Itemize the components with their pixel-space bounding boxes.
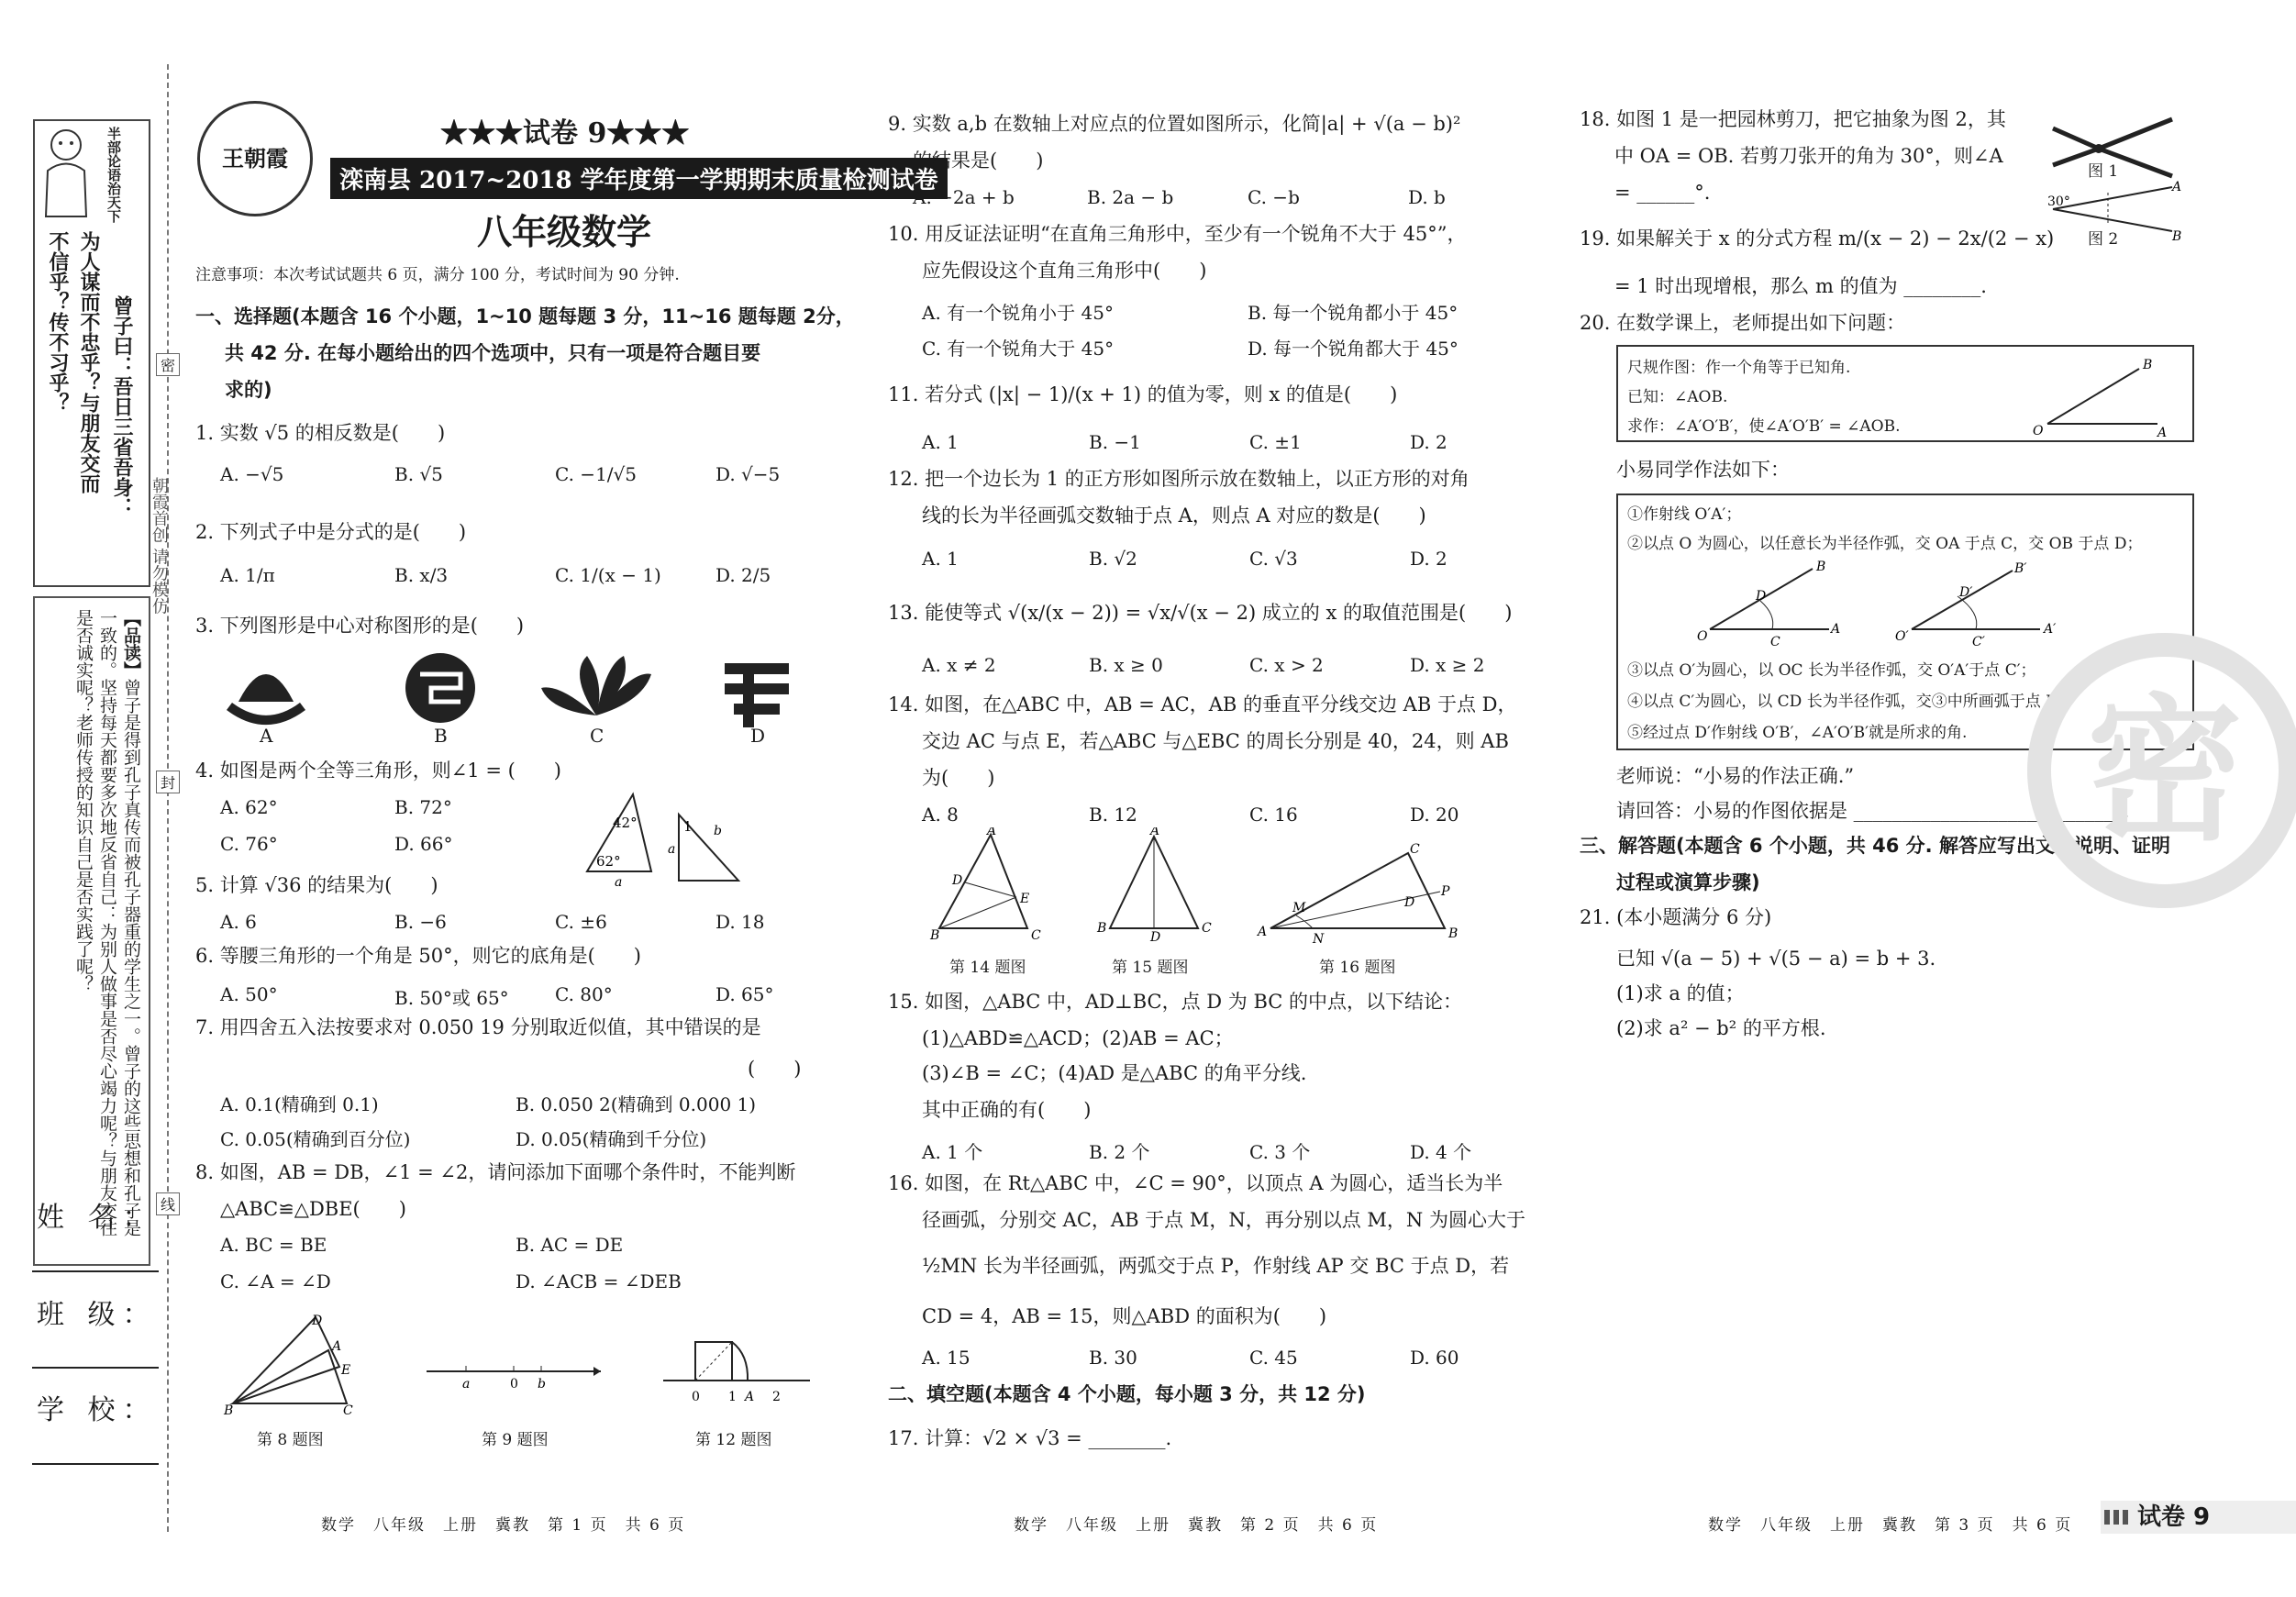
solution-line-1: ①作射线 O′A′； bbox=[1627, 505, 1742, 524]
q3-label-c: C bbox=[590, 725, 605, 747]
q9-option-b: B. 2a − b bbox=[1087, 186, 1174, 208]
q9-figure bbox=[422, 1353, 605, 1390]
svg-text:D: D bbox=[312, 1314, 323, 1328]
seal-char-1: 密 bbox=[156, 353, 180, 376]
caption-fig14: 第 14 题图 bbox=[949, 959, 1026, 977]
svg-text:M: M bbox=[1292, 901, 1306, 915]
question-10-b: 应先假设这个直角三角形中( ) bbox=[922, 260, 1207, 282]
logo-b-icon bbox=[405, 653, 475, 723]
svg-text:N: N bbox=[1313, 932, 1325, 947]
cut-line bbox=[167, 64, 169, 1532]
proverb-col-3: 不信乎？传不习乎？ bbox=[46, 231, 70, 413]
question-18-b: 中 OA = OB. 若剪刀张开的角为 30°，则∠A bbox=[1614, 145, 2003, 167]
question-15: 15. 如图，△ABC 中，AD⊥BC，点 D 为 BC 的中点，以下结论： bbox=[888, 991, 1463, 1013]
q11-option-b: B. −1 bbox=[1089, 431, 1141, 453]
question-20-c: 老师说：“小易的作法正确.” bbox=[1616, 765, 1855, 787]
svg-text:B′: B′ bbox=[2014, 561, 2027, 576]
q2-option-b: B. x/3 bbox=[394, 564, 449, 586]
q12-options bbox=[922, 548, 1509, 575]
svg-text:E: E bbox=[1020, 892, 1030, 906]
svg-text:D: D bbox=[1150, 930, 1161, 942]
q14-option-a: A. 8 bbox=[922, 804, 959, 826]
q13-option-a: A. x ≠ 2 bbox=[922, 654, 996, 676]
angle-aob-figure bbox=[2020, 356, 2185, 438]
q14-option-b: B. 12 bbox=[1089, 804, 1137, 826]
section-1-heading-c: 求的) bbox=[225, 379, 272, 401]
seal-char-2: 封 bbox=[156, 771, 180, 793]
question-12-b: 线的长为半径画弧交数轴于点 A，则点 A 对应的数是( ) bbox=[922, 505, 1426, 527]
question-19: 19. 如果解关于 x 的分式方程 m/(x − 2) − 2x/(2 − x) bbox=[1580, 227, 2055, 250]
section-3-heading: 三、解答题(本题含 6 个小题，共 46 分. 解答应写出文字说明、证明 bbox=[1580, 835, 2170, 857]
question-21-part2: (2)求 a² − b² 的平方根. bbox=[1616, 1017, 1826, 1039]
svg-text:A: A bbox=[1831, 622, 1841, 637]
q11-option-d: D. 2 bbox=[1410, 431, 1447, 453]
class-line bbox=[32, 1367, 159, 1369]
proverb-col-1: 曾子曰：吾日三省吾身： bbox=[110, 295, 134, 517]
question-16-b: 径画弧，分别交 AC，AB 于点 M，N，再分别以点 M，N 为圆心大于 bbox=[922, 1209, 1525, 1231]
section-1-heading-b: 共 42 分. 在每小题给出的四个选项中，只有一项是符合题目要 bbox=[225, 342, 761, 364]
q16-options bbox=[922, 1347, 1509, 1374]
svg-text:D′: D′ bbox=[1959, 585, 1973, 600]
svg-text:b: b bbox=[714, 824, 722, 838]
q12-option-d: D. 2 bbox=[1410, 548, 1447, 570]
q7-option-b: B. 0.050 2(精确到 0.000 1) bbox=[516, 1093, 757, 1115]
construction-figure bbox=[1691, 560, 2086, 651]
q3-label-a: A bbox=[260, 725, 273, 747]
q7-options bbox=[220, 1090, 816, 1163]
q11-options bbox=[922, 431, 1509, 459]
q8-option-c: C. ∠A = ∠D bbox=[220, 1270, 331, 1292]
caption-fig15: 第 15 题图 bbox=[1112, 959, 1189, 977]
svg-text:a: a bbox=[668, 842, 676, 857]
svg-text:b: b bbox=[538, 1377, 546, 1390]
svg-text:a: a bbox=[615, 875, 623, 890]
footer-page-2: 数学 八年级 上册 冀教 第 2 页 共 6 页 bbox=[1014, 1516, 1379, 1535]
svg-text:B: B bbox=[1816, 560, 1826, 574]
svg-text:C: C bbox=[1410, 842, 1420, 857]
q3-label-b: B bbox=[434, 725, 448, 747]
q14-option-c: C. 16 bbox=[1249, 804, 1298, 826]
footer-tag-dots bbox=[2104, 1510, 2132, 1525]
q7-option-d: D. 0.05(精确到千分位) bbox=[516, 1128, 707, 1150]
svg-text:C: C bbox=[1202, 921, 1212, 936]
question-3: 3. 下列图形是中心对称图形的是( ) bbox=[195, 615, 525, 637]
q6-option-a: A. 50° bbox=[220, 983, 278, 1005]
question-14: 14. 如图，在△ABC 中，AB = AC，AB 的垂直平分线交边 AB 于点 D， bbox=[888, 693, 1517, 715]
q15-option-c: C. 3 个 bbox=[1249, 1141, 1311, 1163]
svg-text:A: A bbox=[332, 1339, 342, 1354]
svg-text:B: B bbox=[1448, 926, 1459, 941]
question-15-b: (1)△ABD≌△ACD；(2)AB = AC； bbox=[922, 1027, 1234, 1049]
section-1-heading: 一、选择题(本题含 16 个小题，1~10 题每题 3 分，11~16 题每题 2分， bbox=[195, 305, 855, 327]
q4-option-a: A. 62° bbox=[220, 796, 278, 818]
proverb-tag: 半部论语治天下 bbox=[105, 127, 122, 223]
q4-option-b: B. 72° bbox=[394, 796, 452, 818]
question-9: 9. 实数 a,b 在数轴上对应点的位置如图所示，化简|a| + √(a − b)² bbox=[888, 113, 1461, 135]
q3-labels bbox=[220, 725, 816, 752]
svg-text:A: A bbox=[2157, 426, 2168, 438]
q4-option-d: D. 66° bbox=[394, 833, 453, 855]
school-line bbox=[32, 1463, 159, 1465]
q5-option-c: C. ±6 bbox=[555, 911, 607, 933]
svg-text:B: B bbox=[2172, 229, 2181, 244]
q9-option-d: D. b bbox=[1408, 186, 1446, 208]
question-7: 7. 用四舍五入法按要求对 0.050 19 分别取近似值，其中错误的是 bbox=[195, 1016, 761, 1038]
question-20: 20. 在数学课上，老师提出如下问题： bbox=[1580, 312, 1906, 334]
q6-options bbox=[220, 983, 816, 1011]
watermark-seal bbox=[2027, 633, 2296, 908]
svg-text:30°: 30° bbox=[2047, 194, 2070, 209]
q6-option-c: C. 80° bbox=[555, 983, 613, 1005]
q2-option-d: D. 2/5 bbox=[715, 564, 771, 586]
q4-figure bbox=[578, 789, 761, 890]
logo-a-icon bbox=[229, 674, 303, 720]
q16-option-b: B. 30 bbox=[1089, 1347, 1137, 1369]
svg-text:A: A bbox=[1150, 827, 1160, 838]
svg-text:0: 0 bbox=[692, 1390, 700, 1403]
q16-option-a: A. 15 bbox=[922, 1347, 971, 1369]
svg-text:1: 1 bbox=[683, 818, 693, 835]
svg-text:A: A bbox=[745, 1390, 755, 1403]
question-2: 2. 下列式子中是分式的是( ) bbox=[195, 521, 467, 543]
q12-option-c: C. √3 bbox=[1249, 548, 1298, 570]
question-10: 10. 用反证法证明“在直角三角形中，至少有一个锐角不大于 45°”， bbox=[888, 223, 1467, 245]
section-3-heading-b: 过程或演算步骤) bbox=[1616, 871, 1760, 893]
pindu-text bbox=[37, 609, 143, 1251]
question-7-bracket: ( ) bbox=[748, 1058, 802, 1080]
q12-figure bbox=[659, 1335, 815, 1403]
school-label: 学 校： bbox=[37, 1394, 158, 1426]
svg-text:O′: O′ bbox=[1895, 629, 1909, 644]
q15-option-b: B. 2 个 bbox=[1089, 1141, 1150, 1163]
svg-text:a: a bbox=[462, 1377, 471, 1390]
notice-text: 注意事项：本次考试试题共 6 页，满分 100 分，考试时间为 90 分钟. bbox=[195, 266, 680, 284]
caption-fig12: 第 12 题图 bbox=[695, 1431, 772, 1449]
svg-text:62°: 62° bbox=[596, 853, 621, 870]
seal-char-3: 线 bbox=[156, 1192, 180, 1215]
q8-option-b: B. AC = DE bbox=[516, 1234, 624, 1256]
name-line bbox=[32, 1270, 159, 1272]
q12-option-a: A. 1 bbox=[922, 548, 959, 570]
svg-text:0: 0 bbox=[510, 1377, 518, 1390]
footer-tag-text: 试卷 9 bbox=[2137, 1503, 2211, 1531]
svg-text:B: B bbox=[2143, 358, 2153, 372]
caption-fig9: 第 9 题图 bbox=[482, 1431, 549, 1449]
problem-line-1: 尺规作图：作一个角等于已知角. bbox=[1627, 359, 1851, 377]
question-14-c: 为( ) bbox=[922, 767, 995, 789]
q5-option-d: D. 18 bbox=[715, 911, 765, 933]
q15-options bbox=[922, 1137, 1509, 1165]
q15-option-a: A. 1 个 bbox=[922, 1141, 983, 1163]
svg-text:B: B bbox=[930, 928, 940, 942]
q11-option-a: A. 1 bbox=[922, 431, 959, 453]
q6-option-d: D. 65° bbox=[715, 983, 774, 1005]
question-21-part1: (1)求 a 的值； bbox=[1616, 982, 1745, 1004]
fig1-label: 图 1 bbox=[2088, 162, 2119, 181]
watermark-text: 密 bbox=[2086, 681, 2243, 862]
caption-fig8: 第 8 题图 bbox=[257, 1431, 324, 1449]
q10-option-a: A. 有一个锐角小于 45° bbox=[922, 302, 1114, 324]
q13-option-c: C. x > 2 bbox=[1249, 654, 1324, 676]
q4-options bbox=[220, 796, 587, 870]
q9-options bbox=[913, 186, 1500, 214]
q15-option-d: D. 4 个 bbox=[1410, 1141, 1472, 1163]
question-16-d: CD = 4，AB = 15，则△ABD 的面积为( ) bbox=[922, 1305, 1327, 1327]
q11-option-c: C. ±1 bbox=[1249, 431, 1302, 453]
svg-text:B: B bbox=[1097, 921, 1107, 936]
q10-options bbox=[922, 298, 1509, 362]
q10-option-c: C. 有一个锐角大于 45° bbox=[922, 338, 1115, 360]
question-16: 16. 如图，在 Rt△ABC 中，∠C = 90°，以顶点 A 为圆心，适当长为半 bbox=[888, 1172, 1503, 1194]
svg-text:A′: A′ bbox=[2044, 622, 2057, 637]
pindu-title: 【品读】 bbox=[121, 609, 141, 679]
footer-page-1: 数学 八年级 上册 冀教 第 1 页 共 6 页 bbox=[321, 1516, 686, 1535]
q2-options bbox=[220, 564, 816, 601]
q13-option-d: D. x ≥ 2 bbox=[1410, 654, 1485, 676]
q9-option-c: C. −b bbox=[1248, 186, 1300, 208]
svg-text:C: C bbox=[1031, 928, 1041, 942]
svg-text:B: B bbox=[224, 1403, 234, 1417]
q8-figure bbox=[220, 1312, 367, 1417]
svg-text:P: P bbox=[1441, 884, 1450, 899]
q7-option-a: A. 0.1(精确到 0.1) bbox=[220, 1093, 379, 1115]
question-19-b: = 1 时出现增根，那么 m 的值为 ________. bbox=[1614, 275, 1987, 297]
question-20-d: 请回答：小易的作图依据是 ____________________________. bbox=[1616, 800, 2130, 822]
svg-text:A: A bbox=[2172, 180, 2181, 194]
question-11: 11. 若分式 (|x| − 1)/(x + 1) 的值为零，则 x 的值是( ) bbox=[888, 383, 1398, 405]
q4-option-c: C. 76° bbox=[220, 833, 278, 855]
svg-text:D: D bbox=[1756, 589, 1767, 604]
question-15-c: (3)∠B = ∠C；(4)AD 是△ABC 的角平分线. bbox=[922, 1062, 1307, 1084]
q16-figure bbox=[1252, 837, 1463, 947]
q14-option-d: D. 20 bbox=[1410, 804, 1459, 826]
solution-line-2: ②以点 O 为圆心，以任意长为半径作弧，交 OA 于点 C，交 OB 于点 D； bbox=[1627, 535, 2143, 553]
logo-d-icon bbox=[725, 663, 789, 727]
q12-option-b: B. √2 bbox=[1089, 548, 1137, 570]
q10-option-d: D. 每一个锐角都大于 45° bbox=[1248, 338, 1459, 360]
svg-text:D: D bbox=[952, 873, 963, 888]
exam-banner: 滦南县 2017~2018 学年度第一学期期末质量检测试卷 bbox=[330, 158, 948, 199]
q10-option-b: B. 每一个锐角都小于 45° bbox=[1248, 302, 1459, 324]
q8-option-a: A. BC = BE bbox=[220, 1234, 327, 1256]
logo-text: 王朝霞 bbox=[222, 145, 288, 172]
q7-option-c: C. 0.05(精确到百分位) bbox=[220, 1128, 411, 1150]
q1-option-b: B. √5 bbox=[394, 463, 443, 485]
pindu-box bbox=[33, 596, 150, 1266]
q8-options bbox=[220, 1234, 816, 1307]
question-21-given: 已知 √(a − 5) + √(5 − a) = b + 3. bbox=[1616, 948, 1936, 970]
publisher-logo bbox=[197, 101, 313, 216]
solution-line-4: ④以点 C′为圆心，以 CD 长为半径作弧，交③中所画弧于点 D′； bbox=[1627, 693, 2078, 711]
question-15-d: 其中正确的有( ) bbox=[922, 1099, 1092, 1121]
question-16-c: ½MN 长为半径画弧，两弧交于点 P，作射线 AP 交 BC 于点 D，若 bbox=[922, 1255, 1510, 1277]
q2-option-c: C. 1/(x − 1) bbox=[555, 564, 661, 586]
q1-option-a: A. −√5 bbox=[220, 463, 284, 485]
question-4: 4. 如图是两个全等三角形，则∠1 = ( ) bbox=[195, 760, 561, 782]
svg-text:O: O bbox=[1697, 629, 1708, 644]
svg-text:C: C bbox=[343, 1403, 353, 1417]
problem-line-3: 求作：∠A′O′B′，使∠A′O′B′ = ∠AOB. bbox=[1627, 417, 1901, 436]
logo-c-icon bbox=[541, 656, 651, 715]
q13-option-b: B. x ≥ 0 bbox=[1089, 654, 1163, 676]
q15-figure bbox=[1092, 827, 1215, 942]
q5-option-a: A. 6 bbox=[220, 911, 257, 933]
pindu-body: 曾子是得到孔子真传而被孔子器重的学生之一。曾子的这些思想和孔子是一致的。坚持每天都要多次地反省自己：为别人做事是否尽心竭力呢？与朋友交往是否诚实呢？老师传授的知识自己是否实践了呢？ bbox=[73, 609, 141, 1237]
solution-line-3: ③以点 O′为圆心，以 OC 长为半径作弧，交 O′A′于点 C′； bbox=[1627, 661, 2036, 680]
name-label: 姓 名： bbox=[37, 1202, 158, 1234]
q9-option-a: A. −2a + b bbox=[913, 186, 1015, 208]
question-6: 6. 等腰三角形的一个角是 50°，则它的底角是( ) bbox=[195, 945, 641, 967]
question-14-b: 交边 AC 与点 E，若△ABC 与△EBC 的周长分别是 40，24，则 AB bbox=[922, 730, 1509, 752]
q13-options bbox=[922, 654, 1509, 682]
q5-options bbox=[220, 911, 816, 938]
question-18: 18. 如图 1 是一把园林剪刀，把它抽象为图 2，其 bbox=[1580, 108, 2006, 130]
svg-text:1: 1 bbox=[728, 1390, 737, 1403]
grade-title: 八年级数学 bbox=[477, 211, 652, 252]
question-8: 8. 如图，AB = DB，∠1 = ∠2，请问添加下面哪个条件时，不能判断 bbox=[195, 1161, 796, 1183]
question-1: 1. 实数 √5 的相反数是( ) bbox=[195, 422, 446, 444]
svg-text:C′: C′ bbox=[1972, 635, 1985, 649]
question-18-c: = ______°. bbox=[1614, 182, 1711, 204]
caption-fig16: 第 16 题图 bbox=[1319, 959, 1396, 977]
question-17: 17. 计算：√2 × √3 = ________. bbox=[888, 1427, 1172, 1449]
footer-page-3: 数学 八年级 上册 冀教 第 3 页 共 6 页 bbox=[1708, 1516, 2073, 1535]
q16-option-c: C. 45 bbox=[1249, 1347, 1298, 1369]
question-21: 21. (本小题满分 6 分) bbox=[1580, 906, 1772, 928]
svg-text:A: A bbox=[987, 827, 997, 838]
solution-line-5: ⑤经过点 D′作射线 O′B′，∠A′O′B′就是所求的角. bbox=[1627, 724, 1968, 742]
footer-tag bbox=[2101, 1501, 2296, 1534]
svg-text:2: 2 bbox=[772, 1390, 781, 1403]
q1-option-d: D. √−5 bbox=[715, 463, 781, 485]
q3-label-d: D bbox=[750, 725, 766, 747]
question-20-b: 小易同学作法如下： bbox=[1616, 459, 1790, 481]
svg-text:E: E bbox=[341, 1363, 351, 1378]
fig2-label: 图 2 bbox=[2088, 230, 2119, 249]
question-13: 13. 能使等式 √(x/(x − 2)) = √x/√(x − 2) 成立的 x 的取值范围是( ) bbox=[888, 602, 1513, 624]
problem-line-2: 已知：∠AOB. bbox=[1627, 388, 1728, 406]
q14-figure bbox=[926, 827, 1050, 942]
problem-box bbox=[1616, 345, 2194, 442]
question-5: 5. 计算 √36 的结果为( ) bbox=[195, 874, 438, 896]
svg-text:O: O bbox=[2033, 424, 2044, 438]
question-9-b: 的结果是( ) bbox=[913, 150, 1044, 172]
question-8-b: △ABC≌△DBE( ) bbox=[220, 1198, 406, 1220]
question-12: 12. 把一个边长为 1 的正方形如图所示放在数轴上，以正方形的对角 bbox=[888, 468, 1470, 490]
q16-option-d: D. 60 bbox=[1410, 1347, 1459, 1369]
proverb-box bbox=[33, 119, 150, 587]
q6-option-b: B. 50°或 65° bbox=[394, 987, 509, 1009]
side-note: 朝霞首创 请勿模仿 bbox=[150, 477, 169, 615]
q1-option-c: C. −1/√5 bbox=[555, 463, 637, 485]
q8-option-d: D. ∠ACB = ∠DEB bbox=[516, 1270, 682, 1292]
svg-text:A: A bbox=[1258, 925, 1268, 939]
q2-option-a: A. 1/π bbox=[220, 564, 275, 586]
svg-text:D: D bbox=[1404, 895, 1415, 910]
svg-text:42°: 42° bbox=[613, 815, 638, 831]
svg-text:C: C bbox=[1770, 635, 1780, 649]
section-2-heading: 二、填空题(本题含 4 个小题，每小题 3 分，共 12 分) bbox=[888, 1383, 1366, 1405]
q1-options bbox=[220, 463, 816, 500]
proverb-col-2: 为人谋而不忠乎？与朋友交而 bbox=[77, 231, 101, 494]
confucius-figure bbox=[39, 125, 94, 226]
class-label: 班 级： bbox=[37, 1299, 158, 1331]
q5-option-b: B. −6 bbox=[394, 911, 447, 933]
paper-number: ★★★试卷 9★★★ bbox=[440, 117, 690, 150]
